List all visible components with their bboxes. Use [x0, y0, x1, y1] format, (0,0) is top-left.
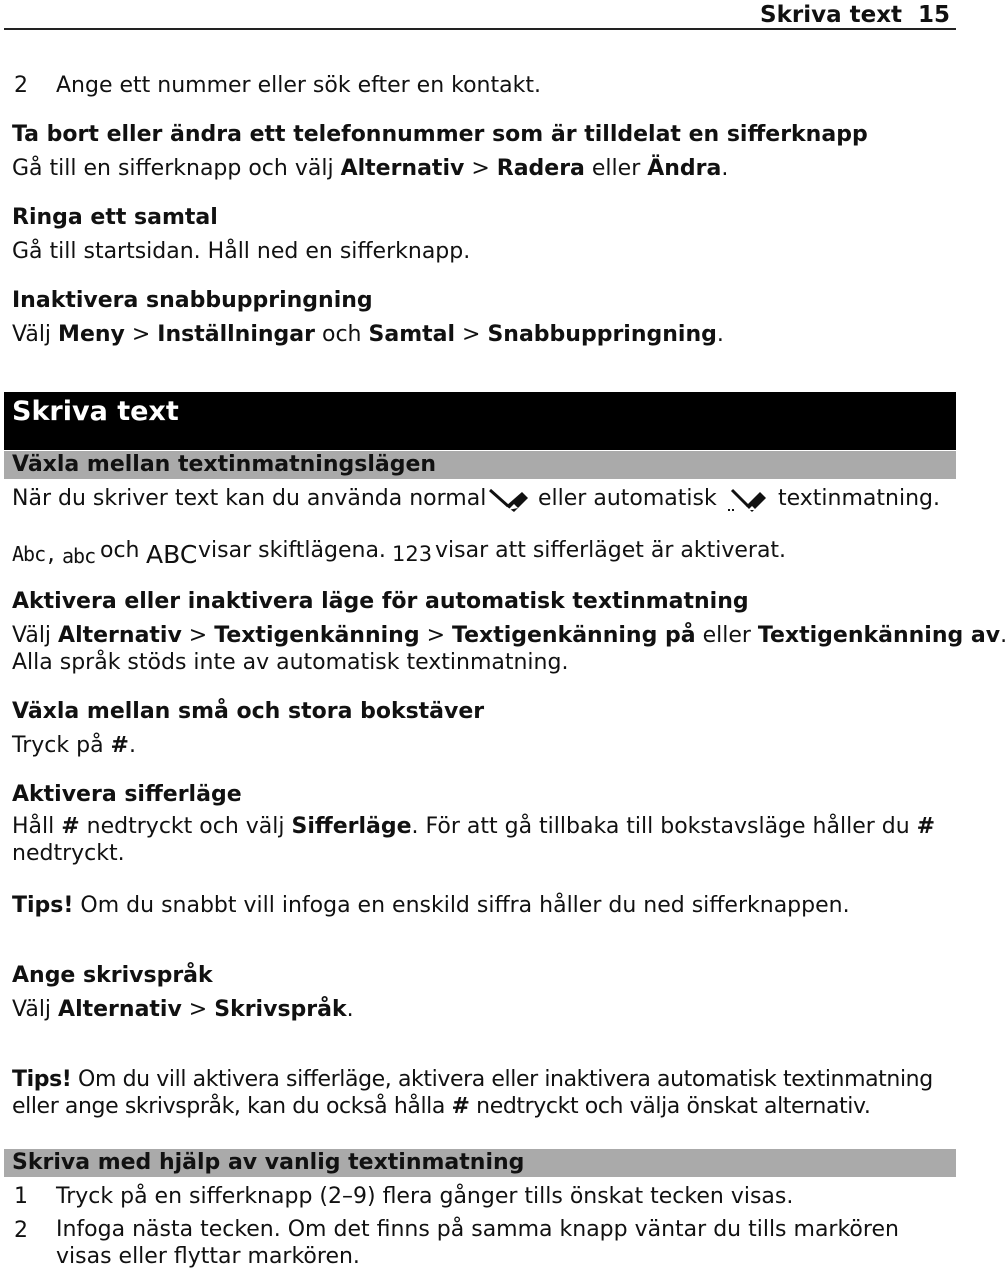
call-heading: Ringa ett samtal [12, 205, 218, 230]
predictive-heading: Aktivera eller inaktivera läge för automatisk textinmatning [12, 589, 749, 614]
page-number: 15 [918, 2, 951, 28]
tip-1: Tips! Om du snabbt vill infoga en enskild siffra håller du ned sifferknappen. [12, 893, 850, 918]
list-item-text: Infoga nästa tecken. Om det finns på samma knapp väntar du tills markören visas eller flyttar markören. [56, 1217, 899, 1269]
delete-instructions: Gå till en sifferknapp och välj Alternativ > Radera eller Ändra. [12, 156, 729, 181]
header-rule [4, 28, 956, 30]
language-heading: Ange skrivspråk [12, 963, 213, 988]
delete-heading: Ta bort eller ändra ett telefonnummer som är tilldelat en sifferknapp [12, 122, 868, 147]
deactivate-heading: Inaktivera snabbuppringning [12, 288, 373, 313]
number-mode-text: Håll # nedtryckt och välj Sifferläge. För att gå tillbaka till bokstavsläge håller du # nedtryckt. [12, 814, 936, 866]
deactivate-instructions: Välj Meny > Inställningar och Samtal > Snabbuppringning. [12, 322, 724, 347]
list-item-number: 2 [14, 1218, 28, 1243]
case-text-2: visar att sifferläget är aktiverat. [435, 538, 787, 563]
pen-icon [488, 486, 530, 514]
list-item-number: 1 [14, 1184, 28, 1209]
case-indicator-abc-title: Abc, [12, 542, 57, 566]
case-indicator-abc-upper: ABC [146, 540, 198, 569]
language-instructions: Välj Alternativ > Skrivspråk. [12, 997, 354, 1022]
list-item-text: Tryck på en sifferknapp (2–9) flera gånger tills önskat tecken visas. [56, 1184, 794, 1209]
case-indicator-abc-lower: abc [62, 544, 96, 568]
header-section: Skriva text [760, 2, 903, 28]
number-mode-heading: Aktivera sifferläge [12, 782, 242, 807]
step-number: 2 [14, 73, 28, 98]
pen-dotted-icon [724, 486, 770, 514]
tip-2: Tips! Om du vill aktivera sifferläge, aktivera eller inaktivera automatisk textinmatning eller ange skrivspråk, kan du också hålla # nedtryckt och välja önskat alternativ. [12, 1067, 933, 1119]
switch-modes-heading: Växla mellan textinmatningslägen [12, 452, 437, 477]
case-switch-heading: Växla mellan små och stora bokstäver [12, 699, 485, 724]
call-text: Gå till startsidan. Håll ned en sifferknapp. [12, 239, 471, 264]
step-text: Ange ett nummer eller sök efter en kontakt. [56, 73, 541, 98]
section-title: Skriva text [12, 396, 179, 427]
predictive-note: Alla språk stöds inte av automatisk textinmatning. [12, 650, 569, 675]
switch-modes-text-1: När du skriver text kan du använda normal [12, 486, 487, 511]
traditional-heading: Skriva med hjälp av vanlig textinmatning [12, 1150, 525, 1175]
number-mode-indicator: 123 [392, 542, 433, 566]
case-text-1: visar skiftlägena. [198, 538, 386, 563]
switch-modes-text-3: textinmatning. [778, 486, 940, 511]
case-switch-text: Tryck på #. [12, 733, 136, 758]
switch-modes-text-2: eller automatisk [538, 486, 717, 511]
predictive-instructions: Välj Alternativ > Textigenkänning > Textigenkänning på eller Textigenkänning av. [12, 623, 1007, 648]
case-och: och [100, 538, 140, 563]
